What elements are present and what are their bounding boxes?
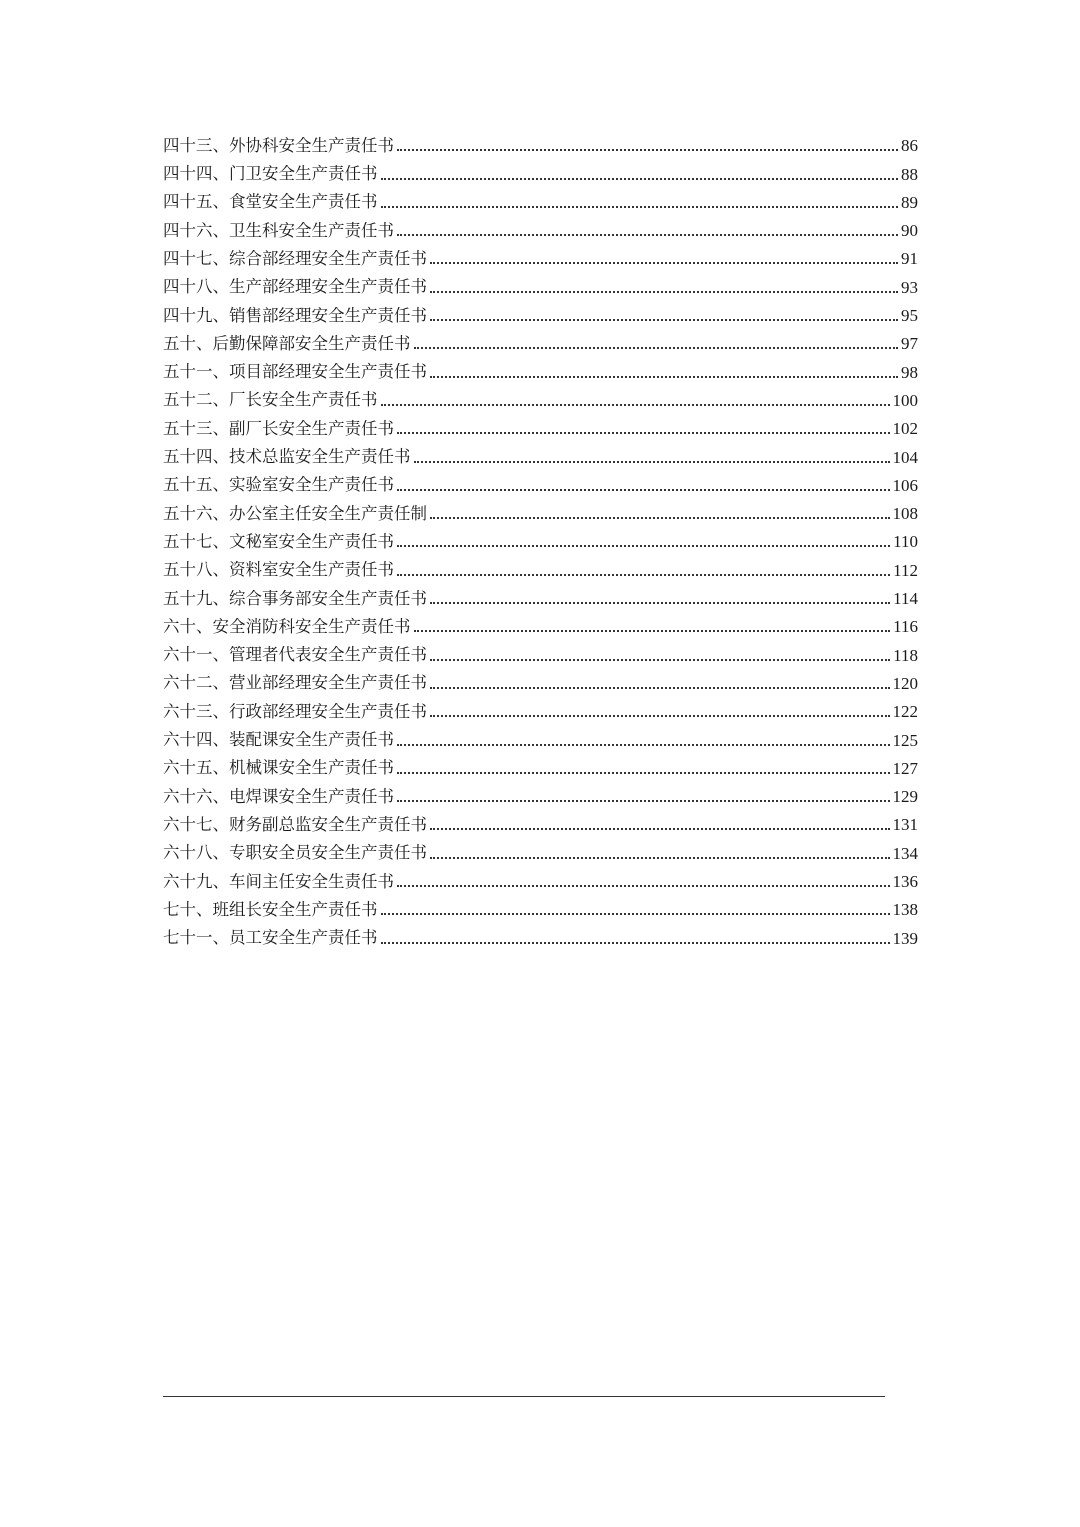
toc-entry-title: 行政部经理安全生产责任书 xyxy=(229,701,427,721)
toc-entry-title: 安全消防科安全生产责任书 xyxy=(212,616,411,636)
toc-entry-page-number: 88 xyxy=(901,164,918,184)
toc-entry-page-number: 125 xyxy=(892,730,918,750)
toc-entry-page-number: 131 xyxy=(892,815,918,835)
toc-entry-page-number: 91 xyxy=(901,249,918,269)
toc-entry-page-number: 138 xyxy=(892,900,918,920)
toc-entry-title: 食堂安全生产责任书 xyxy=(229,192,378,212)
toc-entry[interactable] xyxy=(163,669,918,697)
toc-entry-number: 七十、 xyxy=(163,899,213,919)
table-of-contents xyxy=(163,131,918,952)
toc-entry-page-number: 120 xyxy=(892,673,918,693)
dot-leader xyxy=(397,149,898,151)
toc-entry-number: 四十四、 xyxy=(163,164,229,184)
toc-entry[interactable] xyxy=(163,414,918,442)
toc-entry[interactable] xyxy=(163,471,918,499)
toc-entry-number: 六十七、 xyxy=(163,814,229,834)
dot-leader xyxy=(397,489,890,491)
dot-leader xyxy=(430,659,890,661)
toc-entry-number: 四十五、 xyxy=(163,192,229,212)
toc-entry[interactable] xyxy=(163,867,918,895)
dot-leader xyxy=(381,404,890,406)
dot-leader xyxy=(430,715,890,717)
toc-entry-number: 六十一、 xyxy=(163,645,229,665)
dot-leader xyxy=(430,828,890,830)
toc-entry-number: 六十九、 xyxy=(163,871,229,891)
toc-entry[interactable] xyxy=(163,357,918,385)
toc-entry-number: 六十五、 xyxy=(163,758,229,778)
toc-entry-number: 五十三、 xyxy=(163,418,229,438)
toc-entry-title: 综合事务部安全生产责任书 xyxy=(229,588,427,608)
toc-entry[interactable] xyxy=(163,301,918,329)
dot-leader xyxy=(381,178,899,180)
toc-entry[interactable] xyxy=(163,131,918,159)
toc-entry[interactable] xyxy=(163,159,918,187)
toc-entry-title: 外协科安全生产责任书 xyxy=(229,135,394,155)
toc-entry-number: 四十八、 xyxy=(163,277,229,297)
dot-leader xyxy=(397,885,890,887)
toc-entry[interactable] xyxy=(163,527,918,555)
toc-entry-number: 五十六、 xyxy=(163,503,229,523)
toc-entry[interactable] xyxy=(163,782,918,810)
toc-entry-number: 六十六、 xyxy=(163,786,229,806)
toc-entry-title: 销售部经理安全生产责任书 xyxy=(229,305,427,325)
toc-entry-title: 管理者代表安全生产责任书 xyxy=(229,645,427,665)
toc-entry-title: 项目部经理安全生产责任书 xyxy=(229,362,427,382)
dot-leader xyxy=(381,942,890,944)
toc-entry-page-number: 116 xyxy=(893,617,918,637)
dot-leader xyxy=(430,687,890,689)
toc-entry-number: 七十一、 xyxy=(163,928,229,948)
toc-entry-title: 技术总监安全生产责任书 xyxy=(229,447,411,467)
toc-entry-page-number: 112 xyxy=(893,560,918,580)
toc-entry[interactable] xyxy=(163,244,918,272)
toc-entry-title: 装配课安全生产责任书 xyxy=(229,730,394,750)
dot-leader xyxy=(397,800,890,802)
toc-entry-page-number: 100 xyxy=(892,390,918,410)
dot-leader xyxy=(397,432,890,434)
toc-entry-title: 机械课安全生产责任书 xyxy=(229,758,394,778)
toc-entry-title: 门卫安全生产责任书 xyxy=(229,164,378,184)
toc-entry[interactable] xyxy=(163,838,918,866)
toc-entry[interactable] xyxy=(163,386,918,414)
toc-entry-page-number: 89 xyxy=(901,192,918,212)
dot-leader xyxy=(397,234,898,236)
toc-entry-page-number: 102 xyxy=(892,419,918,439)
toc-entry-number: 六十三、 xyxy=(163,701,229,721)
toc-entry[interactable] xyxy=(163,895,918,923)
toc-entry-title: 电焊课安全生产责任书 xyxy=(229,786,394,806)
toc-entry-page-number: 122 xyxy=(892,702,918,722)
dot-leader xyxy=(430,319,898,321)
dot-leader xyxy=(381,913,890,915)
toc-entry-title: 生产部经理安全生产责任书 xyxy=(229,277,427,297)
dot-leader xyxy=(430,857,890,859)
toc-entry-title: 厂长安全生产责任书 xyxy=(229,390,378,410)
toc-entry-number: 四十九、 xyxy=(163,305,229,325)
toc-entry[interactable] xyxy=(163,584,918,612)
toc-entry-title: 副厂长安全生产责任书 xyxy=(229,418,394,438)
toc-entry-title: 专职安全员安全生产责任书 xyxy=(229,843,427,863)
dot-leader xyxy=(430,262,898,264)
toc-entry[interactable] xyxy=(163,555,918,583)
toc-entry-page-number: 106 xyxy=(892,475,918,495)
toc-entry-number: 五十、 xyxy=(163,333,213,353)
toc-entry-title: 营业部经理安全生产责任书 xyxy=(229,673,427,693)
toc-entry[interactable] xyxy=(163,725,918,753)
toc-entry-page-number: 97 xyxy=(901,334,918,354)
toc-entry[interactable] xyxy=(163,216,918,244)
toc-entry[interactable] xyxy=(163,640,918,668)
toc-entry-title: 资料室安全生产责任书 xyxy=(229,560,394,580)
toc-entry-page-number: 108 xyxy=(892,504,918,524)
toc-entry-number: 五十一、 xyxy=(163,362,229,382)
toc-entry-title: 卫生科安全生产责任书 xyxy=(229,220,394,240)
toc-entry[interactable] xyxy=(163,442,918,470)
toc-entry-number: 五十二、 xyxy=(163,390,229,410)
toc-entry-number: 六十、 xyxy=(163,616,213,636)
toc-entry-page-number: 118 xyxy=(893,645,918,665)
toc-entry-page-number: 127 xyxy=(892,758,918,778)
dot-leader xyxy=(397,772,890,774)
toc-entry-page-number: 134 xyxy=(892,843,918,863)
dot-leader xyxy=(430,291,898,293)
toc-entry-title: 综合部经理安全生产责任书 xyxy=(229,248,427,268)
toc-entry-title: 车间主任安全生责任书 xyxy=(229,871,394,891)
dot-leader xyxy=(430,517,890,519)
dot-leader xyxy=(430,602,890,604)
toc-entry-title: 班组长安全生产责任书 xyxy=(212,899,378,919)
toc-entry-title: 后勤保障部安全生产责任书 xyxy=(212,333,411,353)
toc-entry-page-number: 95 xyxy=(901,306,918,326)
toc-entry-title: 财务副总监安全生产责任书 xyxy=(229,814,427,834)
toc-entry[interactable] xyxy=(163,329,918,357)
dot-leader xyxy=(414,461,890,463)
toc-entry[interactable] xyxy=(163,499,918,527)
dot-leader xyxy=(430,376,898,378)
toc-entry-number: 五十七、 xyxy=(163,531,229,551)
toc-entry-number: 四十六、 xyxy=(163,220,229,240)
toc-entry-number: 五十四、 xyxy=(163,447,229,467)
toc-entry-page-number: 90 xyxy=(901,221,918,241)
toc-entry[interactable] xyxy=(163,612,918,640)
footer-rule xyxy=(163,1396,885,1397)
toc-entry-page-number: 93 xyxy=(901,277,918,297)
toc-entry-page-number: 114 xyxy=(893,589,918,609)
toc-entry-page-number: 86 xyxy=(901,136,918,156)
toc-entry-number: 六十二、 xyxy=(163,673,229,693)
toc-entry-number: 六十八、 xyxy=(163,843,229,863)
toc-entry-title: 文秘室安全生产责任书 xyxy=(229,531,394,551)
toc-entry-page-number: 104 xyxy=(892,447,918,467)
toc-entry-number: 四十七、 xyxy=(163,248,229,268)
toc-entry-number: 五十五、 xyxy=(163,475,229,495)
dot-leader xyxy=(381,206,899,208)
toc-entry-page-number: 129 xyxy=(892,787,918,807)
toc-entry[interactable] xyxy=(163,188,918,216)
toc-entry[interactable] xyxy=(163,697,918,725)
toc-entry-number: 六十四、 xyxy=(163,730,229,750)
toc-entry-number: 四十三、 xyxy=(163,135,229,155)
toc-entry[interactable] xyxy=(163,272,918,300)
dot-leader xyxy=(414,630,891,632)
toc-entry[interactable] xyxy=(163,810,918,838)
toc-entry[interactable] xyxy=(163,923,918,951)
dot-leader xyxy=(414,347,899,349)
dot-leader xyxy=(397,545,890,547)
toc-entry[interactable] xyxy=(163,754,918,782)
toc-entry-title: 员工安全生产责任书 xyxy=(229,928,378,948)
dot-leader xyxy=(397,574,890,576)
toc-entry-page-number: 98 xyxy=(901,362,918,382)
toc-entry-page-number: 139 xyxy=(892,928,918,948)
toc-entry-title: 办公室主任安全生产责任制 xyxy=(229,503,427,523)
toc-entry-number: 五十九、 xyxy=(163,588,229,608)
toc-entry-number: 五十八、 xyxy=(163,560,229,580)
toc-entry-page-number: 110 xyxy=(893,532,918,552)
toc-entry-page-number: 136 xyxy=(892,872,918,892)
toc-entry-title: 实验室安全生产责任书 xyxy=(229,475,394,495)
dot-leader xyxy=(397,744,890,746)
